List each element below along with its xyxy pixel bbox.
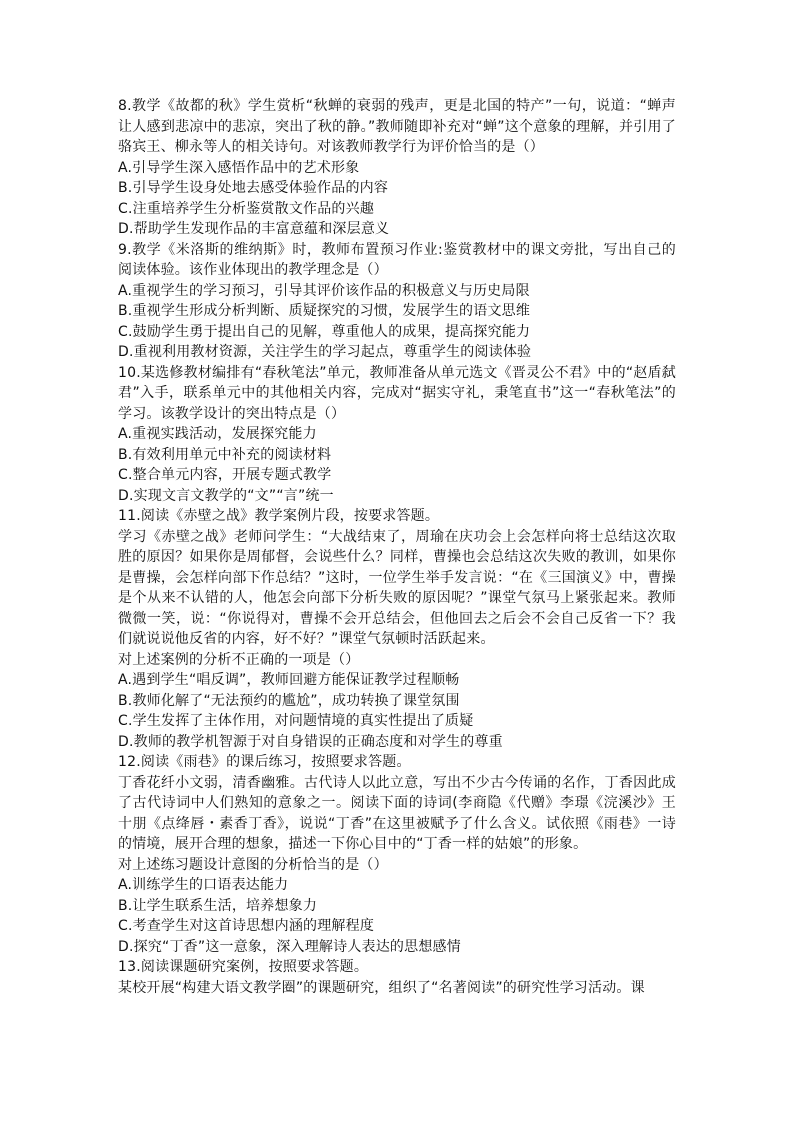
option-d: D.重视利用教材资源，关注学生的学习起点，尊重学生的阅读体验 [118, 344, 532, 360]
option-c: C.整合单元内容，开展专题式教学 [118, 467, 332, 483]
option-a: A.遇到学生“唱反调”，教师回避方能保证教学过程顺畅 [118, 672, 460, 688]
question-prompt: 对上述练习题设计意图的分析恰当的是（） [118, 856, 388, 873]
option-b: B.引导学生设身处地去感受体验作品的内容 [118, 180, 389, 196]
option-b: B.让学生联系生活，培养想象力 [118, 897, 318, 914]
option-b: B.有效利用单元中补充的阅读材料 [118, 446, 332, 463]
question-prompt: 对上述案例的分析不正确的一项是（） [118, 651, 360, 668]
question-8 [118, 96, 676, 240]
option-a: A.重视学生的学习预习，引导其评价该作品的积极意义与历史局限 [118, 282, 530, 299]
question-9 [118, 240, 676, 363]
question-12 [118, 752, 676, 957]
question-stem: 10.某选修教材编排有“春秋笔法”单元，教师准备从单元选文《晋灵公不君》中的“赵盾弑君”入手，联系单元中的其他相关内容，完成对“据实守礼，秉笔直书”这一“春秋笔法”的学习。该教学设计的突出特点是（） [118, 364, 676, 422]
option-d: D.实现文言文教学的“文”“言”统一 [118, 487, 334, 504]
case-passage: 某校开展“构建大语文教学圈”的课题研究，组织了“名著阅读”的研究性学习活动。课 [118, 979, 645, 996]
exercise-passage: 丁香花纤小文弱，清香幽雅。古代诗人以此立意，写出不少古今传诵的名作，丁香因此成了古代诗词中人们熟知的意象之一。阅读下面的诗词(李商隐《代赠》李璟《浣溪沙》王十朋《点绛唇・素香丁香》，说说“丁香”在这里被赋予了什么含义。试依照《雨巷》一诗的情境，展开合理的想象，描述一下你心目中的“丁香一样的姑娘”的形象。 [118, 774, 676, 852]
option-b: B.重视学生形成分析判断、质疑探究的习惯，发展学生的语文思维 [118, 303, 531, 319]
question-stem: 13.阅读课题研究案例，按照要求答题。 [118, 959, 369, 975]
option-a: A.训练学生的口语表达能力 [118, 877, 289, 893]
exam-page [118, 96, 676, 998]
question-13 [118, 957, 676, 998]
question-stem: 12.阅读《雨巷》的课后练习，按照要求答题。 [118, 754, 411, 770]
option-d: D.教师的教学机智源于对自身错误的正确态度和对学生的尊重 [118, 733, 503, 750]
question-stem: 8.教学《故都的秋》学生赏析“秋蝉的衰弱的残声，更是北国的特产”一句，说道：“蝉声让人感到悲凉中的悲凉，突出了秋的静。”教师随即补充对“蝉”这个意象的理解，并引用了骆宾王、柳永等人的相关诗句。对该教师教学行为评价恰当的是（） [118, 98, 676, 155]
option-a: A.重视实践活动，发展探究能力 [118, 426, 317, 442]
case-passage: 学习《赤壁之战》老师问学生：“大战结束了，周瑜在庆功会上会怎样向将士总结这次取胜的原因？如果你是周郁督，会说些什么？同样，曹操也会总结这次失败的教训，如果你是曹操，会怎样向部下作总结？”这时，一位学生举手发言说：“在《三国演义》中，曹操是个从来不认错的人，他怎会向部下分析失败的原因呢？”课堂气氛马上紧张起来。教师微微一笑，说：“你说得对，曹操不会开总结会，但他回去之后会不会自己反省一下？我们就说说他反省的内容，好不好？”课堂气氛顿时活跃起来。 [118, 528, 676, 647]
question-10 [118, 363, 676, 507]
option-c: C.考查学生对这首诗思想内涵的理解程度 [118, 918, 375, 934]
option-c: C.学生发挥了主体作用，对问题情境的真实性提出了质疑 [118, 713, 474, 729]
option-c: C.注重培养学生分析鉴赏散文作品的兴趣 [118, 200, 375, 217]
question-stem: 9.教学《米洛斯的维纳斯》时，教师布置预习作业:鉴赏教材中的课文旁批，写出自己的阅读体验。该作业体现出的教学理念是（） [118, 241, 676, 278]
option-b: B.教师化解了“无法预约的尴尬”，成功转换了课堂氛围 [118, 692, 460, 709]
question-11 [118, 506, 676, 752]
option-d: D.帮助学生发现作品的丰富意蕴和深层意义 [118, 221, 390, 237]
option-a: A.引导学生深入感悟作品中的艺术形象 [118, 159, 360, 176]
question-stem: 11.阅读《赤壁之战》教学案例片段，按要求答题。 [118, 508, 440, 524]
option-d: D.探究“丁香”这一意象，深入理解诗人表达的思想感情 [118, 938, 461, 955]
option-c: C.鼓励学生勇于提出自己的见解，尊重他人的成果，提高探究能力 [118, 323, 531, 340]
